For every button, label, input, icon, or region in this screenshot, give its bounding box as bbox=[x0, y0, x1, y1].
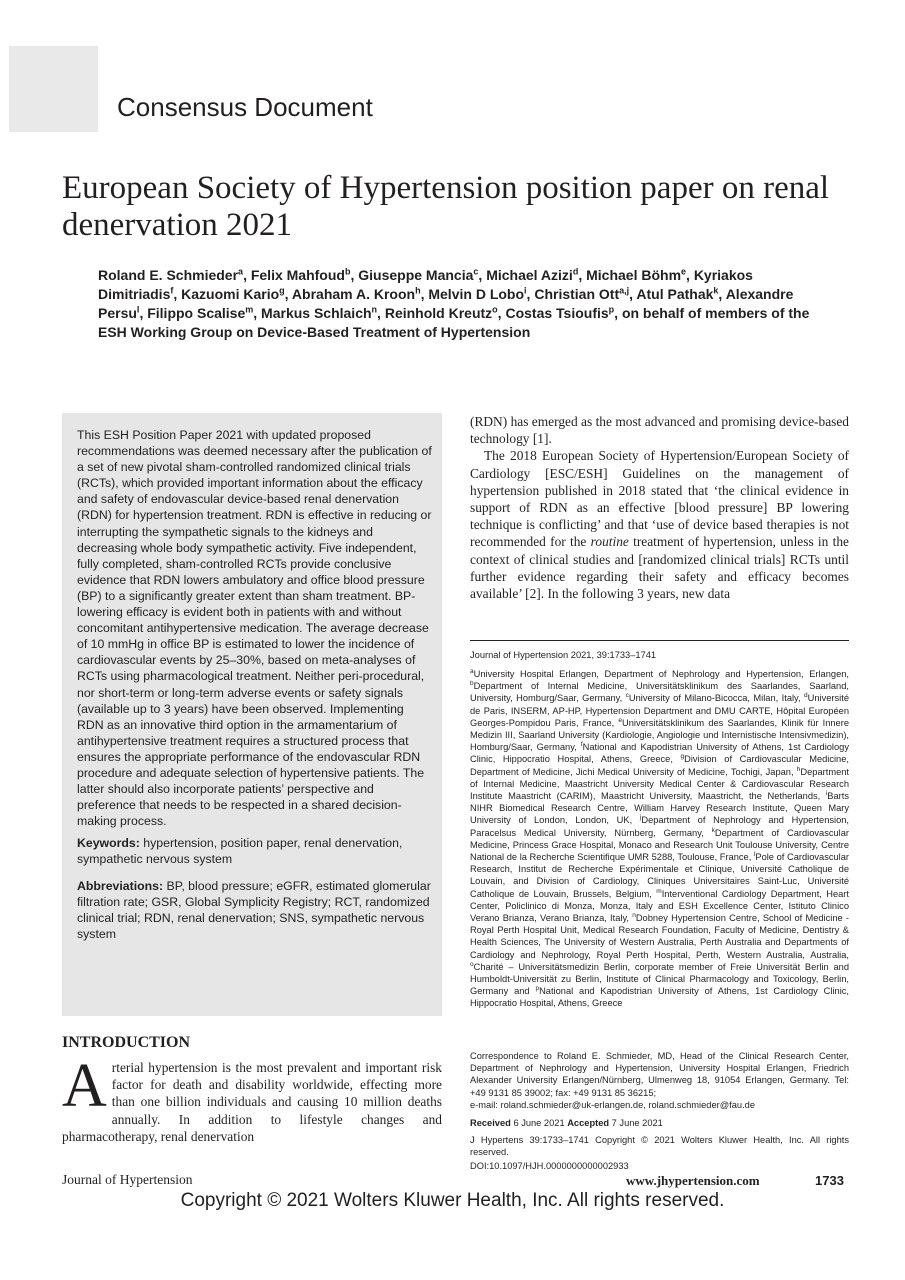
author-affiliation-mark: m bbox=[245, 304, 254, 315]
affiliation-text: Division of Cardiovascular Medicine, Department of Medicine, Jichi Medical University of Medicine, Tochigi, Japan, bbox=[470, 754, 849, 777]
received-label: Received bbox=[470, 1118, 511, 1128]
paragraph-2-italic: routine bbox=[590, 534, 629, 550]
abbreviations bbox=[77, 878, 432, 942]
author-name: Michael Böhm$^e$ bbox=[586, 266, 687, 283]
authors-tail: on behalf of members of the ESH Working Group on Device-Based Treatment of Hypertension bbox=[98, 305, 810, 340]
introduction-body bbox=[62, 1052, 442, 1145]
affiliation-mark: p bbox=[535, 985, 540, 993]
affiliation-mark: l bbox=[753, 850, 756, 858]
copyright-statement: J Hypertens 39:1733–1741 Copyright © 2021 Wolters Kluwer Health, Inc. All rights reserved. bbox=[470, 1135, 849, 1158]
author-affiliation-mark: l bbox=[136, 304, 140, 315]
affiliation-text: Department of Nephrology and Hypertension, Paracelsus Medical University, Nürnberg, Germany, bbox=[470, 815, 849, 838]
affiliation-mark: e bbox=[618, 716, 623, 724]
author-affiliation-mark: f bbox=[170, 285, 174, 296]
author-name: Markus Schlaich$^n$ bbox=[261, 304, 378, 321]
affiliation-text: Interventional Cardiology Department, Heart Center, Policlinico di Monza, Monza, Italy and ESH Excellence Center, Istituto Clinico Verano Brianza, Verano Brianza, Italy, bbox=[470, 888, 849, 924]
author-name: Kyriakos Dimitriadis$^f$ bbox=[98, 267, 753, 302]
author-name: Michael Azizi$^d$ bbox=[486, 266, 579, 283]
affiliation-text: National and Kapodistrian University of Athens, 1st Cardiology Clinic, Hippocratio Hospital, Athens, Greece, bbox=[470, 742, 849, 765]
affiliation-mark: j bbox=[639, 814, 642, 822]
keywords-value: hypertension, position paper, renal denervation, sympathetic nervous system bbox=[77, 836, 403, 867]
author-affiliation-mark: d bbox=[572, 266, 579, 277]
correspondence-address: Correspondence to Roland E. Schmieder, MD, Head of the Clinical Research Center, Department of Nephrology and Hypertension, University Hospital Erlangen, Friedrich Alexander University Erlangen/Nürnberg, Ulmenweg 18, 91054 Erlangen, Germany. Tel: +49 9131 85 39002; fax: +49 9131 85 36215; bbox=[470, 1051, 849, 1098]
affiliation-text: Department of Internal Medicine, Maastricht University Medical Center & Cardiovascular Research Institute Maastricht (CARIM), Maastricht University, Maastricht, the Netherlands, bbox=[470, 766, 849, 802]
abbreviations-label: Abbreviations: bbox=[77, 878, 164, 893]
introduction-heading: INTRODUCTION bbox=[62, 1034, 191, 1051]
affiliation-mark: n bbox=[632, 911, 636, 919]
affiliation-text: University Hospital Erlangen, Department of Nephrology and Hypertension, Erlangen, bbox=[473, 669, 849, 679]
author-names: Roland E. Schmieder$^a$, Felix Mahfoud$^b$, Giuseppe Mancia$^c$, Michael Azizi$^d$, Michael Böhm$^e$, Kyriakos Dimitriadis$^f$, Kazuomi Kario$^g$, Abraham A. Kroon$^h$, Melvin D Lobo$^i$, Christian Ott$^{a,j}$, Atul Pathak$^k$, Alexandre Persu$^l$, Filippo Scalise$^m$, Markus Schlaich$^n$, Reinhold Kreutz$^o$, Costas Tsioufis$^p$, bbox=[98, 266, 794, 321]
keywords bbox=[77, 835, 432, 867]
author-name: Felix Mahfoud$^b$ bbox=[250, 266, 351, 283]
affiliation-text: Charité – Universitätsmedizin Berlin, corporate member of Freie Universität Berlin and Humboldt-Universität zu Berlin, Institute of Clinical Pharmacology and Toxicology, Berlin, Germany and bbox=[470, 961, 849, 997]
author-affiliation-mark: b bbox=[344, 266, 351, 277]
author-list bbox=[98, 266, 818, 342]
author-name: Alexandre Persu$^l$ bbox=[98, 286, 794, 321]
abbreviations-value: BP, blood pressure; eGFR, estimated glomerular filtration rate; GSR, Global Symplicity Registry; RCT, randomized clinical trial; RDN, renal denervation; SNS, sympathetic nervous system bbox=[77, 878, 431, 941]
author-name: Melvin D Lobo$^i$ bbox=[428, 285, 527, 302]
accepted-date: 7 June 2021 bbox=[611, 1118, 663, 1128]
correspondence-email: e-mail: roland.schmieder@uk-erlangen.de, roland.schmieder@fau.de bbox=[470, 1099, 756, 1110]
journal-citation: Journal of Hypertension 2021, 39:1733–1741 bbox=[470, 650, 657, 660]
doi: DOI:10.1097/HJH.0000000000002933 bbox=[470, 1161, 629, 1171]
keywords-label: Keywords: bbox=[77, 836, 140, 851]
abstract-body: This ESH Position Paper 2021 with updated proposed recommendations was deemed necessary after the publication of a set of new pivotal sham-controlled randomized clinical trials (RCTs), which provided important information about the efficacy and safety of endovascular device-based renal denervation (RDN) for hypertension treatment. RDN is effective in reducing or interrupting the sympathetic signals to the kidneys and decreasing whole body sympathetic activity. Five independent, fully completed, sham-controlled RCTs provide conclusive evidence that RDN lowers ambulatory and office blood pressure (BP) to a significantly greater extent than sham treatment. BP-lowering efficacy is evident both in patients with and without concomitant antihypertensive medication. The average decrease of 10 mmHg in office BP is estimated to lower the incidence of cardiovascular events by 25–30%, based on meta-analyses of RCTs using pharmacological treatment. Neither peri-procedural, nor short-term or long-term adverse events or safety signals (available up to 3 years) have been observed. Implementing RDN as an innovative third option in the armamentarium of antihypertensive treatment requires a structured process that ensures the appropriate performance of the endovascular RDN procedure and adequate selection of hypertensive patients. The latter should also incorporate patients’ perspective and preference that needs to be respected in a shared decision-making process. bbox=[77, 428, 432, 829]
author-affiliation-mark: a bbox=[238, 266, 244, 277]
affiliation-mark: d bbox=[804, 692, 808, 700]
affiliation-text: National and Kapodistrian University of Athens, 1st Cardiology Clinic, Hippocratio Hospital, Athens, Greece bbox=[470, 986, 849, 1009]
affiliations bbox=[470, 668, 849, 1010]
received-accepted-dates bbox=[470, 1117, 849, 1129]
paper-title: European Society of Hypertension position paper on renal denervation 2021 bbox=[62, 170, 830, 243]
paragraph-2-part-2: treatment of hypertension, unless in the context of clinical studies and [randomized clinical trials] RCTs until further evidence regarding their safety and efficacy becomes available’ [2]. In the following 3 years, new data bbox=[470, 534, 849, 602]
author-name: Costas Tsioufis$^p$ bbox=[505, 304, 615, 321]
affiliation-text: Dobney Hypertension Centre, School of Medicine - Royal Perth Hospital Unit, Medical Research Foundation, Faculty of Medicine, Dentistry & Health Sciences, The University of Western Australia, Perth Australia and Departments of Cardiology and Nephrology, Royal Perth Hospital, Perth, Western Australia, Australia, bbox=[470, 913, 849, 960]
affiliation-text: University of Milano-Bicocca, Milan, Italy, bbox=[628, 693, 805, 704]
author-name: Christian Ott$^{a,j}$ bbox=[534, 285, 630, 302]
affiliation-text: Department of Cardiovascular Medicine, Princess Grace Hospital, Monaco and Research Unit Toulouse University, Centre National de la Recherche Scientifique UMR 5288, Toulouse, France, bbox=[470, 827, 849, 863]
affiliation-mark: k bbox=[711, 826, 715, 834]
affiliation-mark: h bbox=[796, 765, 801, 773]
affiliation-mark: i bbox=[825, 789, 828, 797]
affiliation-mark: m bbox=[656, 887, 662, 895]
affiliation-mark: g bbox=[680, 753, 685, 761]
author-name: Roland E. Schmieder$^a$ bbox=[98, 266, 244, 283]
introduction-text: rterial hypertension is the most prevalent and important risk factor for death and disability worldwide, effecting more than one billion individuals and causing 10 million deaths annually. In addition to lifestyle changes and pharmacotherapy, renal denervation bbox=[62, 1060, 442, 1144]
author-affiliation-mark: a,j bbox=[619, 285, 630, 296]
affiliation-list bbox=[470, 668, 849, 1010]
author-affiliation-mark: n bbox=[371, 304, 378, 315]
author-affiliation-mark: i bbox=[524, 285, 527, 296]
footnote-divider bbox=[470, 640, 849, 641]
author-affiliation-mark: e bbox=[681, 266, 687, 277]
footer-url[interactable]: www.jhypertension.com bbox=[626, 1173, 760, 1188]
affiliation-text: Universitätsklinikum des Saarlandes, Klinik für Innere Medizin III, Saarland University (Kardiologie, Angiologie und Internistische Intensivmedizin), Homburg/Saar, Germany, bbox=[470, 717, 849, 753]
author-name: Giuseppe Mancia$^c$ bbox=[358, 266, 479, 283]
author-affiliation-mark: g bbox=[279, 285, 285, 296]
author-name: Abraham A. Kroon$^h$ bbox=[291, 285, 421, 302]
accepted-label: Accepted bbox=[567, 1118, 610, 1128]
abstract bbox=[77, 427, 432, 948]
corner-decoration bbox=[9, 46, 98, 132]
affiliation-mark: c bbox=[625, 692, 629, 700]
author-affiliation-mark: h bbox=[415, 285, 421, 296]
paragraph-1: (RDN) has emerged as the most advanced and promising device-based technology [1]. bbox=[470, 414, 849, 447]
paragraph-2-part-1: The 2018 European Society of Hypertension/European Society of Cardiology [ESC/ESH] Guidelines on the management of hypertension published in 2018 stated that ‘the clinical evidence in support of RDN as an effective [blood pressure] BP lowering technique is conflicting’ and that ‘use of device based therapies is not recommended for the bbox=[470, 448, 849, 550]
correspondence bbox=[470, 1050, 849, 1111]
affiliation-text: Pole of Cardiovascular Research, Institut de Recherche Expérimentale et Clinique, Université Catholique de Louvain, and Division of Cardiology, Cliniques Universitaires Saint-Luc, Université Catholique de Louvain, Brussels, Belgium, bbox=[470, 852, 849, 899]
drop-cap: A bbox=[62, 1052, 107, 1120]
affiliation-mark: o bbox=[470, 960, 474, 968]
page-number: 1733 bbox=[815, 1173, 844, 1188]
right-column-body bbox=[470, 413, 849, 602]
received-date: 6 June 2021 bbox=[513, 1118, 565, 1128]
affiliation-mark: a bbox=[470, 667, 474, 675]
author-name: Atul Pathak$^k$ bbox=[636, 285, 719, 302]
affiliation-mark: f bbox=[580, 741, 583, 749]
affiliation-text: Université de Paris, INSERM, AP-HP, Hypertension Department and DMU CARTE, Hôpital Européen Georges-Pompidou Paris, France, bbox=[470, 693, 849, 728]
author-name: Reinhold Kreutz$^o$ bbox=[384, 304, 498, 321]
author-affiliation-mark: o bbox=[492, 304, 498, 315]
affiliation-mark: b bbox=[470, 680, 474, 688]
author-affiliation-mark: c bbox=[473, 266, 479, 277]
author-affiliation-mark: p bbox=[608, 304, 615, 315]
author-name: Kazuomi Kario$^g$ bbox=[181, 285, 285, 302]
affiliation-text: Department of Internal Medicine, Universitätsklinikum des Saarlandes, Saarland, University, Homburg/Saar, Germany, bbox=[470, 681, 849, 704]
affiliation-text: Barts NIHR Biomedical Research Centre, William Harvey Research Institute, Queen Mary University of London, London, UK, bbox=[470, 791, 849, 826]
paragraph-2 bbox=[470, 447, 849, 602]
author-name: Filippo Scalise$^m$ bbox=[147, 304, 254, 321]
section-label: Consensus Document bbox=[117, 92, 373, 122]
author-affiliation-mark: k bbox=[713, 285, 719, 296]
copyright-watermark: Copyright © 2021 Wolters Kluwer Health, Inc. All rights reserved. bbox=[180, 1190, 725, 1211]
footer-journal-name: Journal of Hypertension bbox=[62, 1172, 193, 1187]
